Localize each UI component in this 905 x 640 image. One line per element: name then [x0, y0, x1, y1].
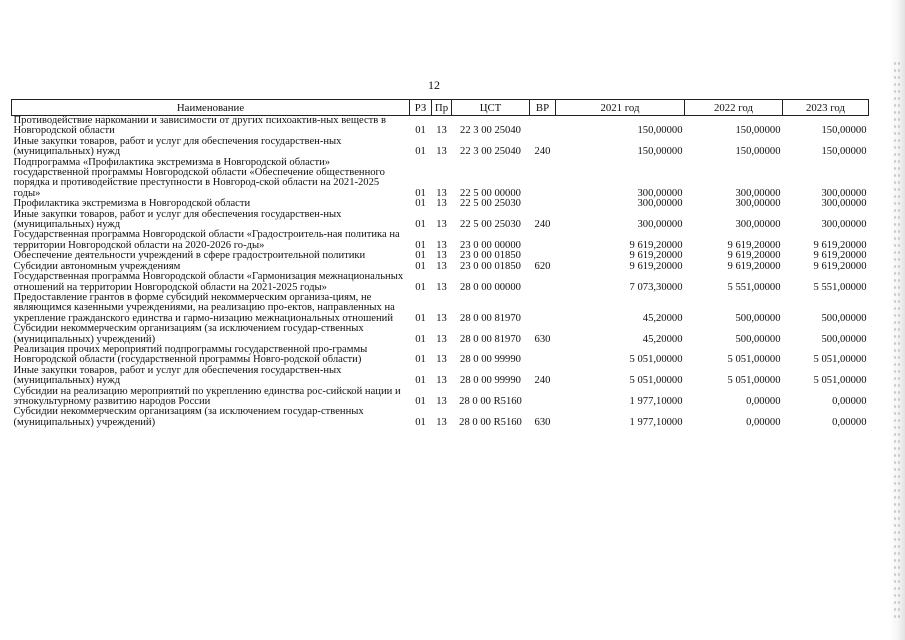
row-pr: 13 — [436, 281, 447, 293]
row-pr: 13 — [436, 395, 447, 407]
row-pr: 13 — [436, 250, 447, 262]
table-body — [12, 116, 869, 429]
row-cst: 22 5 00 00000 — [460, 187, 521, 199]
row-amount-2021: 1 977,10000 — [629, 416, 683, 428]
row-amount-2022: 300,00000 — [735, 187, 781, 199]
header-row — [12, 100, 869, 116]
row-amount-2023: 9 619,20000 — [813, 260, 867, 272]
row-vr — [530, 199, 556, 209]
row-name: Реализация прочих мероприятий подпрограммы государственной про-граммы Новгородской области (государственной программы Новго-родской области) — [13, 343, 368, 366]
header-2023: 2023 год — [783, 100, 869, 116]
row-name: Иные закупки товаров, работ и услуг для обеспечения государствен-ных (муниципальных) нужд — [13, 364, 342, 387]
row-amount-2023: 5 051,00000 — [813, 375, 867, 387]
header-name: Наименование — [12, 100, 410, 116]
row-vr — [530, 230, 556, 251]
table-row — [12, 387, 869, 408]
row-vr: 630 — [534, 416, 551, 428]
row-vr: 620 — [534, 260, 551, 272]
row-name: Противодействие наркомании и зависимости от других психоактив-ных веществ в Новгородской области — [13, 115, 386, 137]
header-2022: 2022 год — [685, 100, 783, 116]
budget-table — [11, 99, 869, 428]
row-amount-2022: 500,00000 — [735, 333, 781, 345]
row-amount-2022: 5 551,00000 — [727, 281, 781, 293]
row-pr: 13 — [436, 239, 447, 251]
row-amount-2023: 0,00000 — [832, 416, 867, 428]
row-name: Государственная программа Новгородской области «Градостроитель-ная политика на территории Новгородской области на 2020-2026 го-ды» — [13, 229, 400, 251]
row-amount-2021: 300,00000 — [637, 187, 683, 199]
row-cst: 28 0 00 R5160 — [459, 416, 522, 428]
row-amount-2021: 300,00000 — [637, 198, 683, 210]
row-amount-2023: 5 051,00000 — [813, 354, 867, 366]
row-vr — [530, 345, 556, 366]
row-cst: 28 0 00 81970 — [460, 333, 521, 345]
row-amount-2023: 500,00000 — [821, 333, 867, 345]
table-row — [12, 272, 869, 293]
row-vr: 240 — [534, 146, 551, 158]
row-amount-2023: 0,00000 — [832, 395, 867, 407]
row-name: Иные закупки товаров, работ и услуг для обеспечения государствен-ных (муниципальных) нужд — [13, 135, 342, 158]
row-cst: 22 3 00 25040 — [460, 146, 521, 158]
row-rz: 01 — [415, 239, 426, 251]
row-cst: 28 0 00 99990 — [460, 354, 521, 366]
header-pr: Пр — [432, 100, 452, 116]
row-cst: 22 5 00 25030 — [460, 198, 521, 210]
row-pr: 13 — [436, 312, 447, 324]
row-rz: 01 — [415, 219, 426, 231]
header-rz: РЗ — [410, 100, 432, 116]
row-rz: 01 — [415, 125, 426, 137]
row-rz: 01 — [415, 260, 426, 272]
row-amount-2021: 45,20000 — [642, 333, 683, 345]
row-amount-2021: 150,00000 — [637, 125, 683, 137]
row-rz: 01 — [415, 250, 426, 262]
row-amount-2023: 9 619,20000 — [813, 250, 867, 262]
row-pr: 13 — [436, 333, 447, 345]
row-amount-2022: 0,00000 — [746, 416, 781, 428]
row-amount-2022: 300,00000 — [735, 198, 781, 210]
row-rz: 01 — [415, 187, 426, 199]
row-rz: 01 — [415, 146, 426, 158]
row-amount-2021: 9 619,20000 — [629, 239, 683, 251]
row-name: Субсидии некоммерческим организациям (за исключением государ-ственных (муниципальных) учреждений) — [13, 406, 364, 428]
row-amount-2021: 150,00000 — [637, 146, 683, 158]
row-cst: 23 0 00 01850 — [460, 250, 521, 262]
row-amount-2022: 150,00000 — [735, 125, 781, 137]
row-rz: 01 — [415, 198, 426, 210]
table-row — [12, 407, 869, 428]
row-vr — [530, 387, 556, 408]
row-cst: 28 0 00 00000 — [460, 281, 521, 293]
header-cst: ЦСТ — [452, 100, 530, 116]
row-rz: 01 — [415, 395, 426, 407]
page-number: 12 — [428, 78, 440, 92]
row-amount-2023: 150,00000 — [821, 146, 867, 158]
row-rz: 01 — [415, 333, 426, 345]
table-row — [12, 366, 869, 387]
row-amount-2021: 9 619,20000 — [629, 250, 683, 262]
row-vr — [530, 293, 556, 324]
table-row — [12, 324, 869, 345]
row-amount-2021: 1 977,10000 — [629, 395, 683, 407]
header-vr: ВР — [530, 100, 556, 116]
row-amount-2021: 5 051,00000 — [629, 354, 683, 366]
row-amount-2023: 300,00000 — [821, 187, 867, 199]
row-name: Субсидии некоммерческим организациям (за исключением государ-ственных (муниципальных) учреждений) — [13, 323, 364, 345]
row-pr: 13 — [436, 375, 447, 387]
table-row — [12, 345, 869, 366]
row-cst: 28 0 00 81970 — [460, 312, 521, 324]
row-rz: 01 — [415, 312, 426, 324]
row-cst: 23 0 00 00000 — [460, 239, 521, 251]
row-rz: 01 — [415, 281, 426, 293]
row-cst: 23 0 00 01850 — [460, 260, 521, 272]
row-vr — [530, 116, 556, 137]
row-name: Государственная программа Новгородской области «Гармонизация межнациональных отношений на территории Новгородской области на 2021-2025 годы» — [13, 271, 404, 293]
table-row — [12, 293, 869, 324]
row-amount-2022: 5 051,00000 — [727, 354, 781, 366]
row-pr: 13 — [436, 198, 447, 210]
row-amount-2022: 500,00000 — [735, 312, 781, 324]
table-row — [12, 116, 869, 137]
row-amount-2021: 300,00000 — [637, 219, 683, 231]
row-vr: 240 — [534, 375, 551, 387]
row-pr: 13 — [436, 125, 447, 137]
row-amount-2022: 0,00000 — [746, 395, 781, 407]
table-row — [12, 230, 869, 251]
table-row — [12, 210, 869, 231]
row-cst: 28 0 00 R5160 — [459, 395, 522, 407]
row-rz: 01 — [415, 354, 426, 366]
row-pr: 13 — [436, 187, 447, 199]
row-amount-2022: 150,00000 — [735, 146, 781, 158]
row-name: Субсидии автономным учреждениям — [13, 260, 181, 272]
table-header — [12, 100, 869, 116]
row-pr: 13 — [436, 219, 447, 231]
row-name: Подпрограмма «Профилактика экстремизма в Новгородской области» государственной программы Новгородской области «Обеспечение общественного порядка и противодействие преступности в Новгород-ской области на 2021-2025 годы» — [13, 156, 385, 199]
row-pr: 13 — [436, 416, 447, 428]
row-name: Субсидии на реализацию мероприятий по укреплению единства рос-сийской нации и этнокультурному развитию народов России — [13, 385, 401, 407]
row-amount-2022: 300,00000 — [735, 219, 781, 231]
row-amount-2023: 9 619,20000 — [813, 239, 867, 251]
row-pr: 13 — [436, 354, 447, 366]
row-amount-2021: 7 073,30000 — [629, 281, 683, 293]
row-cst: 22 3 00 25040 — [460, 125, 521, 137]
row-name: Обеспечение деятельности учреждений в сфере градостроительной политики — [13, 250, 366, 262]
row-amount-2023: 5 551,00000 — [813, 281, 867, 293]
row-amount-2022: 9 619,20000 — [727, 260, 781, 272]
table-row — [12, 137, 869, 158]
row-amount-2023: 500,00000 — [821, 312, 867, 324]
row-amount-2022: 9 619,20000 — [727, 239, 781, 251]
header-2021: 2021 год — [556, 100, 685, 116]
row-rz: 01 — [415, 375, 426, 387]
row-amount-2022: 5 051,00000 — [727, 375, 781, 387]
row-name: Предоставление грантов в форме субсидий некоммерческим организа-циям, не являющимся казенными учреждениями, на реализацию про-ектов, направленных на укрепление гражданского единства и гармо-низацию межнациональных отношений — [13, 291, 395, 324]
row-name: Иные закупки товаров, работ и услуг для обеспечения государствен-ных (муниципальных) нужд — [13, 208, 342, 231]
row-amount-2023: 150,00000 — [821, 125, 867, 137]
row-cst: 22 5 00 25030 — [460, 219, 521, 231]
row-amount-2023: 300,00000 — [821, 219, 867, 231]
table-row — [12, 158, 869, 200]
row-amount-2021: 45,20000 — [642, 312, 683, 324]
scan-edge-noise — [893, 60, 901, 620]
row-amount-2022: 9 619,20000 — [727, 250, 781, 262]
row-vr: 240 — [534, 219, 551, 231]
row-vr — [530, 272, 556, 293]
row-pr: 13 — [436, 260, 447, 272]
row-vr — [530, 158, 556, 200]
row-amount-2023: 300,00000 — [821, 198, 867, 210]
row-amount-2021: 5 051,00000 — [629, 375, 683, 387]
row-rz: 01 — [415, 416, 426, 428]
row-vr: 630 — [534, 333, 551, 345]
row-name: Профилактика экстремизма в Новгородской области — [13, 198, 251, 210]
row-amount-2021: 9 619,20000 — [629, 260, 683, 272]
row-cst: 28 0 00 99990 — [460, 375, 521, 387]
row-pr: 13 — [436, 146, 447, 158]
